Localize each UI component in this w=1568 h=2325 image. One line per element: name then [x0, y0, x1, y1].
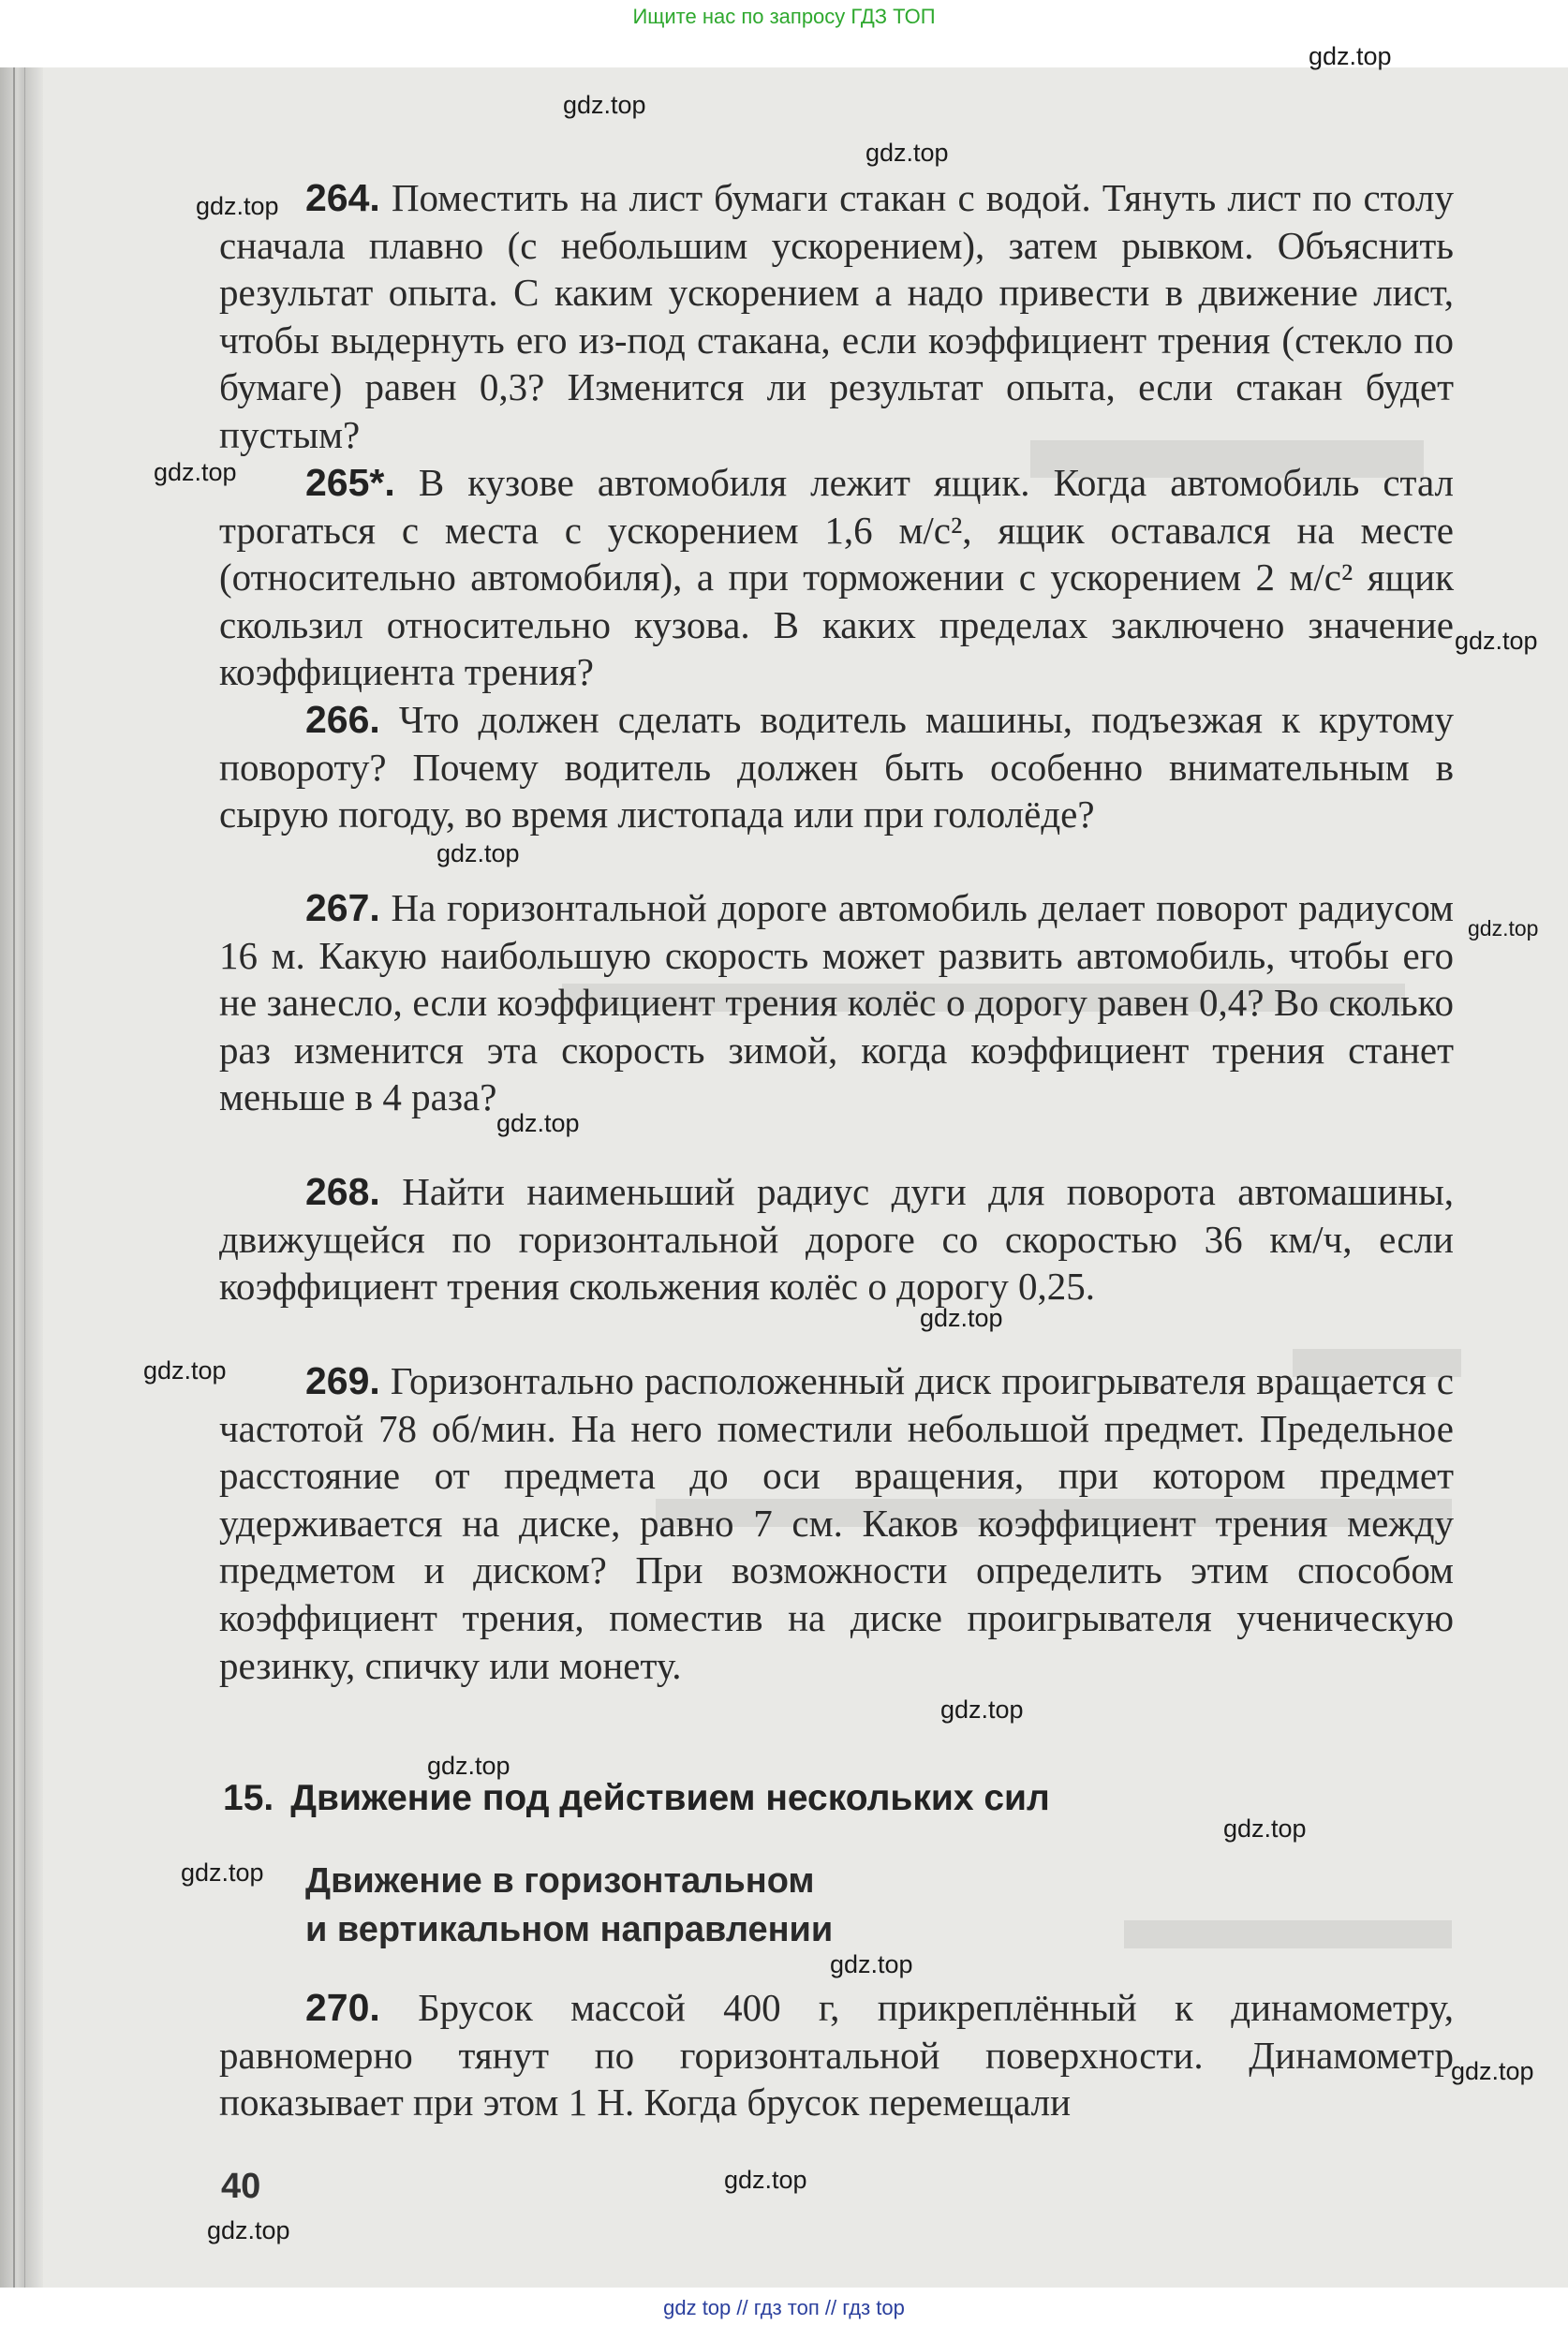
problem-text: Брусок массой 400 г, прикреплённый к динамометру, равномерно тянут по горизонтальной поверхности. Динамометр показывает при этом 1 Н. Когда брусок перемещали — [219, 1986, 1454, 2125]
bleed-through — [1124, 1920, 1452, 1948]
book-spine — [0, 67, 43, 2288]
watermark: gdz.top — [181, 1859, 264, 1887]
problem-number: 264. — [305, 176, 380, 219]
problem-text: Что должен сделать водитель машины, подъезжая к крутому повороту? Почему водитель должен быть особенно внимательным в сырую погоду, во время листопада или при гололёде? — [219, 698, 1455, 837]
problem-264 — [219, 174, 1454, 459]
subsection-line-2: и вертикальном направлении — [305, 1910, 834, 1949]
top-banner[interactable]: Ищите нас по запросу ГДЗ ТОП — [632, 5, 936, 28]
watermark: gdz.top — [1451, 2057, 1534, 2085]
problem-text: Поместить на лист бумаги стакан с водой. Тянуть лист по столу сначала плавно (с небольшим ускорением), затем рывком. Объяснить результат опыта. С каким ускорением a надо привести в движение лист, чтобы выдернуть его из-под стакана, если коэффициент трения (стекло по бумаге) равен 0,3? Изменится ли результат опыта, если стакан будет пустым? — [219, 176, 1455, 456]
section-heading — [223, 1778, 1050, 1819]
watermark: gdz.top — [920, 1304, 1003, 1332]
watermark: gdz.top — [196, 192, 279, 220]
problem-265 — [219, 459, 1454, 696]
section-number: 15. — [223, 1778, 274, 1818]
watermark: gdz.top — [496, 1109, 580, 1137]
problem-number: 269. — [305, 1359, 380, 1402]
watermark: gdz.top — [1455, 627, 1538, 655]
watermark: gdz.top — [427, 1752, 510, 1780]
footer-links[interactable]: gdz top // гдз топ // гдз top — [663, 2296, 905, 2319]
problem-number: 265*. — [305, 461, 395, 504]
watermark: gdz.top — [865, 139, 949, 167]
watermark: gdz.top — [724, 2166, 807, 2194]
page-number: 40 — [221, 2167, 261, 2206]
problem-266 — [219, 696, 1454, 838]
problem-number: 266. — [305, 698, 380, 741]
subsection-line-1: Движение в горизонтальном — [305, 1861, 815, 1901]
problem-number: 267. — [305, 886, 380, 929]
spine-edge — [24, 67, 25, 2288]
subsection-heading — [305, 1857, 833, 1954]
watermark: gdz.top — [1223, 1814, 1307, 1843]
watermark: gdz.top — [940, 1696, 1024, 1724]
watermark: gdz.top — [207, 2216, 290, 2244]
watermark: gdz.top — [143, 1356, 227, 1385]
problem-267 — [219, 884, 1454, 1121]
watermark: gdz.top — [154, 458, 237, 486]
problem-text: Горизонтально расположенный диск проигрывателя вращается с частотой 78 об/мин. На него поместили небольшой предмет. Предельное расстояние от предмета до оси вращения, при котором предмет удерживается на диске, равно 7 см. Каков коэффициент трения между предметом и диском? При возможности определить этим способом коэффициент трения, поместив на диске проигрывателя ученическую резинку, спичку или монету. — [219, 1359, 1455, 1687]
watermark: gdz.top — [1309, 42, 1392, 70]
problem-269 — [219, 1357, 1454, 1689]
watermark: gdz.top — [563, 91, 646, 119]
watermark: gdz.top — [1468, 916, 1539, 940]
problem-270 — [219, 1984, 1454, 2126]
watermark: gdz.top — [436, 839, 520, 867]
problem-text: Найти наименьший радиус дуги для поворота автомашины, движущейся по горизонтальной дороге со скоростью 36 км/ч, если коэффициент трения скольжения колёс о дорогу 0,25. — [219, 1170, 1454, 1309]
problem-number: 268. — [305, 1170, 380, 1213]
spine-edge — [13, 67, 15, 2288]
section-title: Движение под действием нескольких сил — [290, 1778, 1050, 1818]
watermark: gdz.top — [830, 1950, 913, 1978]
problem-text: На горизонтальной дороге автомобиль делает поворот радиусом 16 м. Какую наибольшую скорость может развить автомобиль, чтобы его не занесло, если коэффициент трения колёс о дорогу равен 0,4? Во сколько раз изменится эта скорость зимой, когда коэффициент трения станет меньше в 4 раза? — [219, 886, 1455, 1119]
problem-number: 270. — [305, 1986, 380, 2029]
problem-268 — [219, 1168, 1454, 1311]
problem-text: В кузове автомобиля лежит ящик. Когда автомобиль стал трогаться с места с ускорением 1,6 м/с², ящик оставался на месте (относительно автомобиля), а при торможении с ускорением 2 м/с² ящик скользил относительно кузова. В каких пределах заключено значение коэффициента трения? — [219, 461, 1454, 694]
